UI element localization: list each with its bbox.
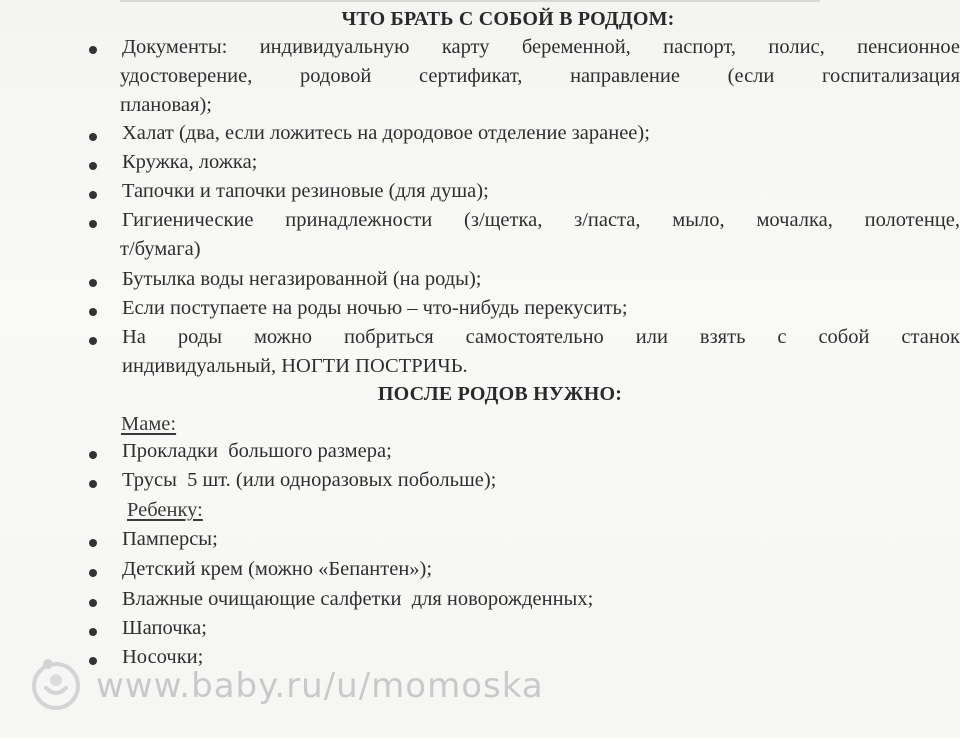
bullet-icon <box>89 191 97 199</box>
list-item-line: Детский крем (можно «Бепантен»); <box>122 558 433 580</box>
scan-edge-line <box>120 0 820 2</box>
section-title: ПОСЛЕ РОДОВ НУЖНО: <box>377 383 623 405</box>
list-item <box>122 177 960 206</box>
list-item <box>122 525 960 554</box>
bullet-icon <box>89 451 97 459</box>
bullet-icon <box>89 657 97 665</box>
list-item-line: Гигиенические принадлежности (з/щетка, з/паста, мыло, мочалка, полотенце, <box>122 209 960 231</box>
baby-ru-logo-icon <box>26 654 86 714</box>
bullet-icon <box>89 220 97 228</box>
bullet-icon <box>89 480 97 488</box>
list-item <box>122 555 960 584</box>
list-item <box>122 614 960 643</box>
bullet-icon <box>89 133 97 141</box>
list-item-line: На роды можно побриться самостоятельно или взять с собой станок <box>122 326 960 348</box>
list-item <box>122 33 960 120</box>
bullet-icon <box>89 539 97 547</box>
list-item <box>122 585 960 614</box>
list-item-line: Прокладки большого размера; <box>122 440 392 462</box>
list-item-line: Если поступаете на роды ночью – что-нибудь перекусить; <box>122 297 628 319</box>
list-item-line: Бутылка воды негазированной (на роды); <box>122 268 482 290</box>
list-item-line: Шапочка; <box>122 617 207 639</box>
list-item-line: т/бумага) <box>120 238 201 260</box>
bullet-icon <box>89 308 97 316</box>
bullet-icon <box>89 569 97 577</box>
list-item-line: Трусы 5 шт. (или одноразовых побольше); <box>122 469 497 491</box>
list-item <box>122 119 960 148</box>
list-item-line: Кружка, ложка; <box>122 151 258 173</box>
list-item-line: Тапочки и тапочки резиновые (для душа); <box>122 180 489 202</box>
list-item <box>122 466 960 495</box>
list-item <box>122 206 960 264</box>
list-item-line: индивидуальный, НОГТИ ПОСТРИЧЬ. <box>122 355 468 377</box>
list-item-line: Носочки; <box>122 646 204 668</box>
baby-section-label: Ребенку: <box>127 499 203 521</box>
bullet-icon <box>89 337 97 345</box>
list-item-line: Влажные очищающие салфетки для новорожденных; <box>122 588 594 610</box>
list-item-line: Документы: индивидуальную карту беременной, паспорт, полис, пенсионное <box>122 36 960 58</box>
list-item <box>122 148 960 177</box>
list-item <box>122 265 960 294</box>
mom-section-label: Маме: <box>121 413 177 435</box>
bullet-icon <box>89 628 97 636</box>
list-item-line: Памперсы; <box>122 528 218 550</box>
list-item-line: удостоверение, родовой сертификат, направление (если госпитализация <box>120 65 960 87</box>
bullet-icon <box>89 162 97 170</box>
list-item <box>122 437 960 466</box>
bullet-icon <box>89 46 97 54</box>
bullet-icon <box>89 279 97 287</box>
list-item <box>122 294 960 323</box>
document-title: ЧТО БРАТЬ С СОБОЙ В РОДДОМ: <box>341 8 675 30</box>
list-item-line: Халат (два, если ложитесь на дородовое отделение заранее); <box>122 122 650 144</box>
list-item-line: плановая); <box>120 94 212 116</box>
watermark-url[interactable]: www.baby.ru/u/momoska <box>96 666 544 706</box>
bullet-icon <box>89 599 97 607</box>
list-item <box>122 323 960 381</box>
